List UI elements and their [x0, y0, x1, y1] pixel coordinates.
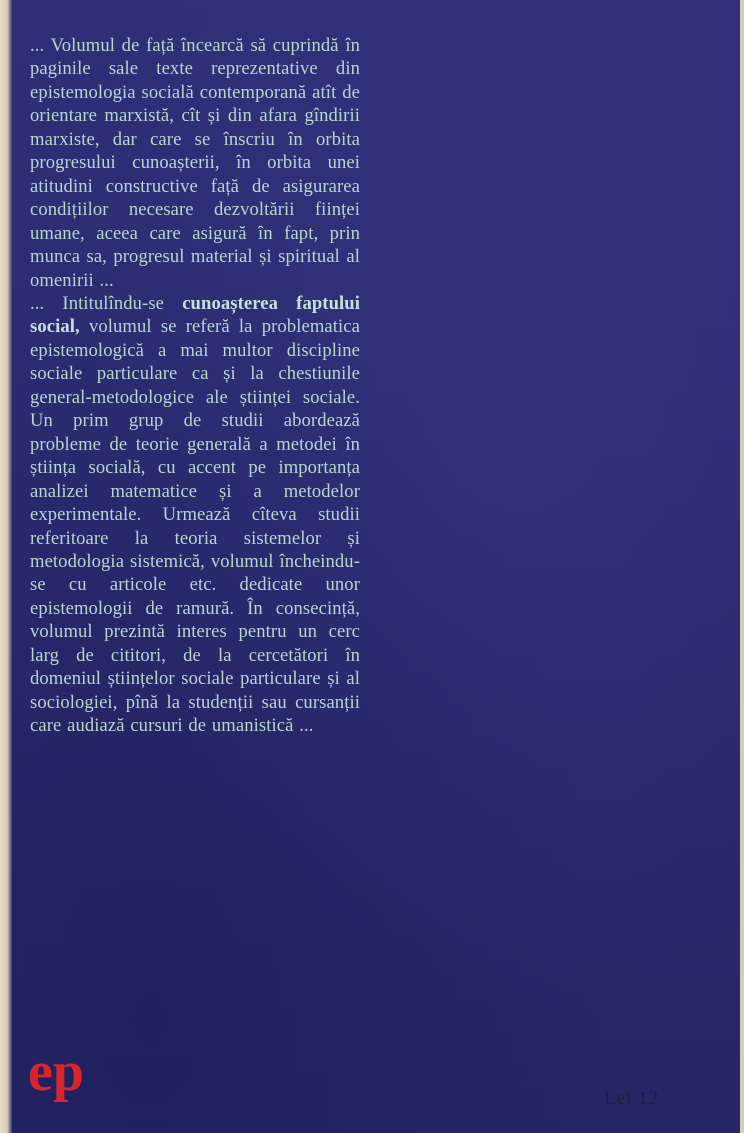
price-label: Lei 12 — [604, 1088, 660, 1109]
ep-logo-text: ep — [28, 1046, 84, 1103]
blurb-paragraph-2-lead: ... Intitulîndu-se — [30, 292, 165, 314]
cover-left-edge — [0, 0, 12, 1133]
blurb-paragraph-2-text: volumul se referă la problematica epistemologică a mai multor discipline sociale particulare ca și la chestiunile general-metodologice ale științei sociale. Un prim grup de studii abordează probleme de teorie generală a metodei în știința socială, cu accent pe importanța analizei matematice și a metodelor experimentale. Urmează cîteva studii referitoare la teoria sistemelor și metodologia sistemică, volumul încheindu-se cu articole etc. dedicate unor epistemologii de ramură. În consecință, volumul prezintă interes pentru un cerc larg de cititori, de la cercetători în domeniul științelor sociale particulare și al sociologiei, pînă la studenții sau cursanții care audiază cursuri de umanistică ... — [30, 316, 360, 737]
blurb-paragraph-2 — [30, 292, 360, 738]
book-title-inline: cunoașterea faptului social, — [30, 292, 360, 338]
blurb-paragraph-1: ... Volumul de față încearcă să cuprindă în paginile sale texte reprezentative din epistemologia socială contemporană atît de orientare marxistă, cît și din afara gîndirii marxiste, dar care se înscriu în orbita progresului cunoașterii, în orbita unei atitudini constructive față de asigurarea condițiilor necesare dezvoltării ființei umane, aceea care asigură în fapt, prin munca sa, progresul material și spiritual al omenirii ... — [30, 35, 360, 291]
publisher-logo — [26, 1046, 118, 1106]
cover-blurb — [30, 34, 360, 738]
ep-logo-icon — [26, 1046, 118, 1106]
cover-right-edge — [740, 0, 744, 1133]
